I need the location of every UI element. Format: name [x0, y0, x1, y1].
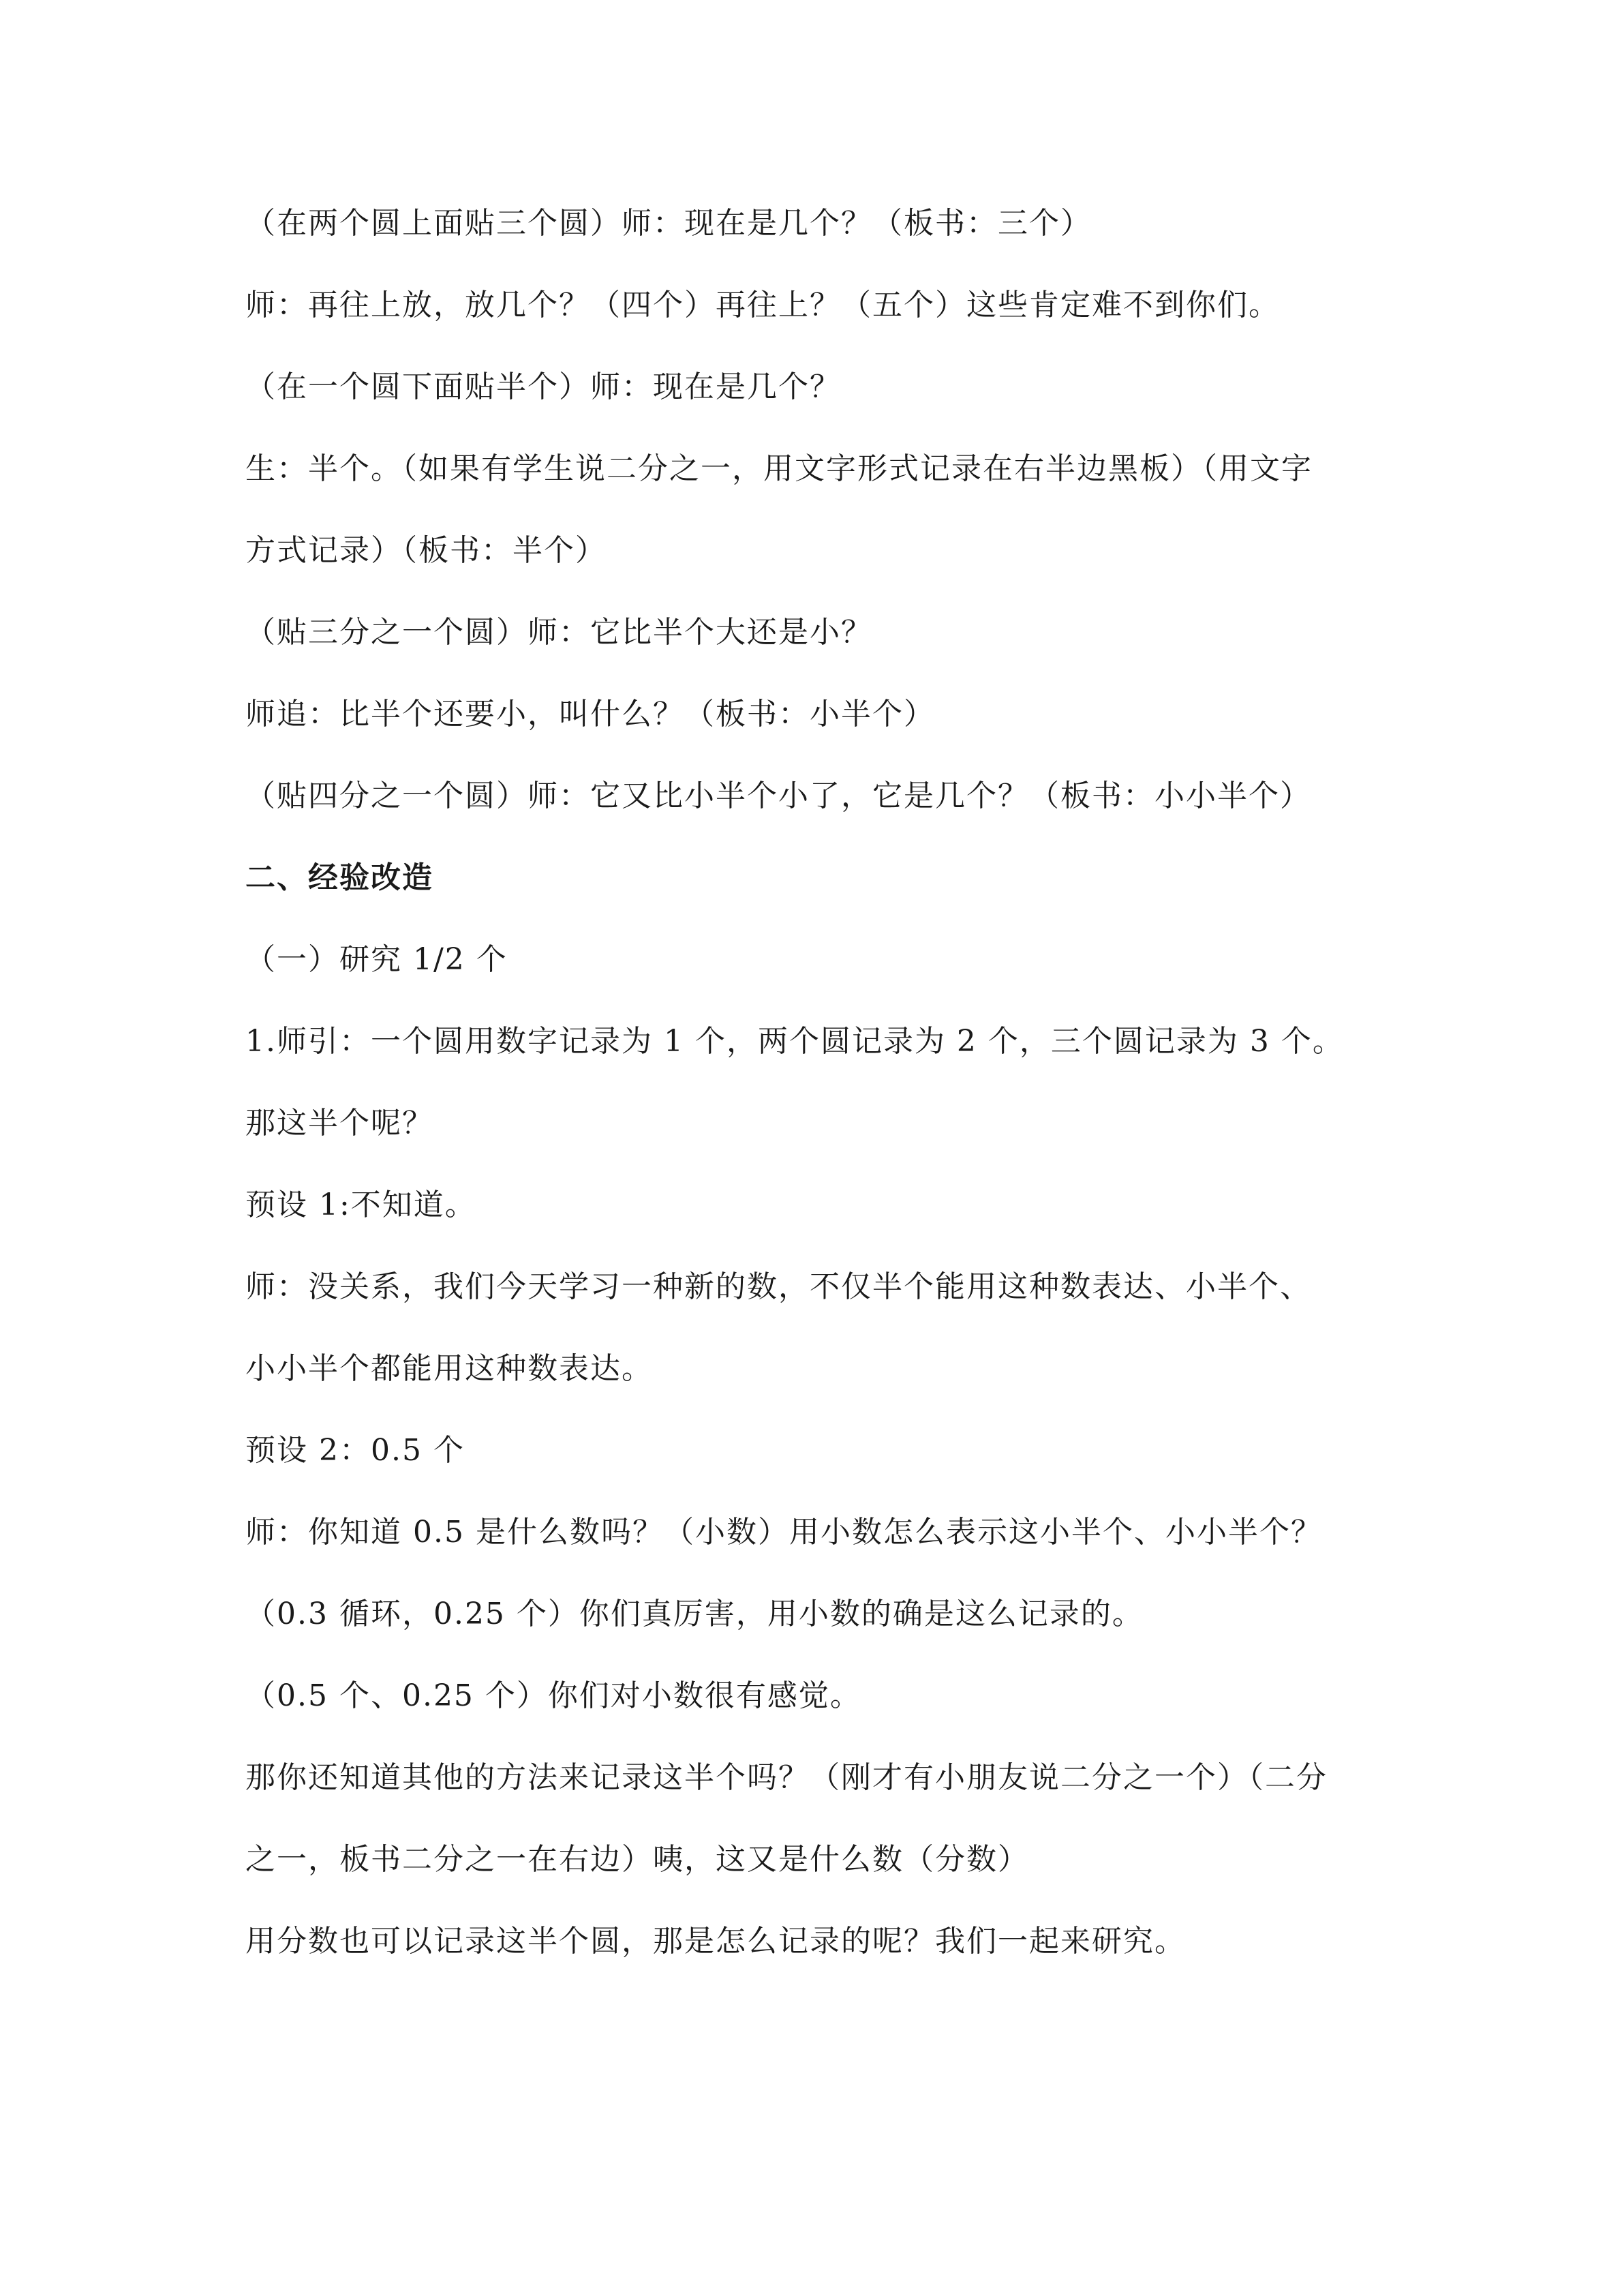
paragraph-line: 那你还知道其他的方法来记录这半个吗？（刚才有小朋友说二分之一个）（二分 [245, 1760, 1328, 1795]
paragraph-line: 小小半个都能用这种数表达。 [245, 1351, 653, 1386]
paragraph-line: 生：半个。（如果有学生说二分之一，用文字形式记录在右半边黑板）（用文字 [245, 451, 1313, 486]
paragraph-line: （0.3 循环，0.25 个）你们真厉害，用小数的确是这么记录的。 [245, 1597, 1144, 1631]
paragraph-line: 师：你知道 0.5 是什么数吗？（小数）用小数怎么表示这小半个、小小半个？ [245, 1515, 1322, 1550]
paragraph-line: （贴四分之一个圆）师：它又比小半个小了，它是几个？（板书：小小半个） [245, 779, 1311, 813]
paragraph-line: 方式记录）（板书：半个） [245, 533, 607, 568]
paragraph-line: 预设 1:不知道。 [245, 1188, 476, 1222]
paragraph-line: 之一，板书二分之一在右边）咦，这又是什么数（分数） [245, 1842, 1029, 1877]
paragraph-line: （在两个圆上面贴三个圆）师：现在是几个？（板书：三个） [245, 206, 1092, 241]
section-heading: 二、经验改造 [245, 860, 433, 895]
paragraph-line: 师：没关系，我们今天学习一种新的数，不仅半个能用这种数表达、小半个、 [245, 1269, 1311, 1304]
paragraph-line: 师：再往上放，放几个？（四个）再往上？（五个）这些肯定难不到你们。 [245, 288, 1280, 322]
paragraph-line: 1.师引：一个圆用数字记录为 1 个，两个圆记录为 2 个，三个圆记录为 3 个。 [245, 1024, 1344, 1059]
paragraph-line: 师追：比半个还要小，叫什么？（板书：小半个） [245, 697, 935, 731]
paragraph-line: （在一个圆下面贴半个）师：现在是几个？ [245, 369, 841, 404]
paragraph-line: 预设 2：0.5 个 [245, 1433, 465, 1468]
paragraph-line: 那这半个呢？ [245, 1106, 433, 1141]
paragraph-line: 用分数也可以记录这半个圆，那是怎么记录的呢？我们一起来研究。 [245, 1924, 1186, 1959]
paragraph-line: （0.5 个、0.25 个）你们对小数很有感觉。 [245, 1678, 861, 1713]
document-body [245, 205, 1404, 2004]
paragraph-line: （贴三分之一个圆）师：它比半个大还是小？ [245, 615, 872, 650]
subsection-heading: （一）研究 1/2 个 [245, 942, 508, 977]
